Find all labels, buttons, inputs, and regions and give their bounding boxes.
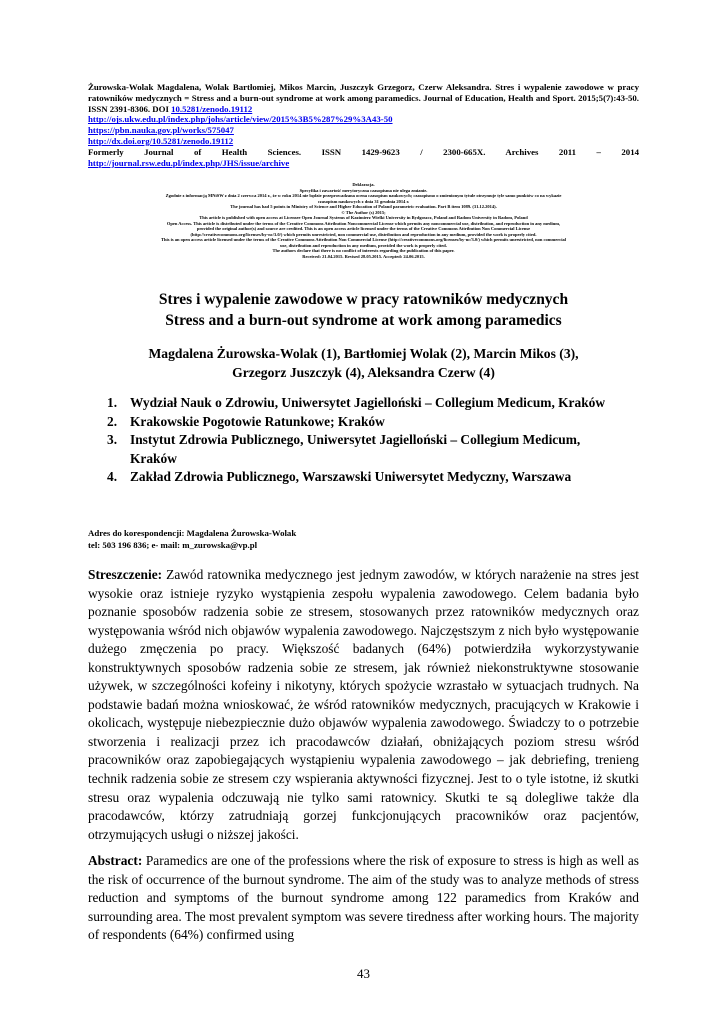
affiliation-item <box>88 468 639 487</box>
affiliation-number: 1. <box>107 395 118 410</box>
declaration-line: The journal has had 5 points in Ministry of Science and Higher Education of Poland parametric evaluation. Part B item 1089. (31.12.2014). <box>230 204 497 209</box>
declaration-line: This article is published with open access at Licensee Open Journal Systems of Kazimierz Wielki University in Bydgoszcz, Poland and Radom University in Radom, Poland <box>199 215 528 220</box>
abstract-english-text: Paramedics are one of the professions where the risk of exposure to stress is high as well as the risk of occurrence of the burnout syndrome. The aim of the study was to analyze methods of stress reduction and symptoms of the burnout syndrome among 122 paramedics from Kraków and surrounding area. The most prevalent symptom was severe tiredness after working hours. The majority of respondents (64%) confirmed using <box>88 853 639 943</box>
affiliation-number: 3. <box>107 432 118 448</box>
page-number: 43 <box>357 966 370 981</box>
archive-link[interactable]: http://journal.rsw.edu.pl/index.php/JHS/issue/archive <box>88 157 290 168</box>
citation-text: Żurowska-Wolak Magdalena, Wolak Bartłomiej, Mikos Marcin, Juszczyk Grzegorz, Czerw Aleksandra. Stres i wypalenie zawodowe w pracy ratowników medycznych = Stress and a burn-out syndrome at work among paramedics. Journal of Education, Health and Sport. 2015;5(7):43-50. ISSN 2391-8306. DOI 10.5281/zenodo.19112 <box>88 82 639 114</box>
declaration-line: This is an open access article licensed under the terms of the Creative Commons Attribution Non Commercial License (http://creativecommons.org/licenses/by-nc/3.0/) which permits unrestricted, non commercial <box>161 237 566 242</box>
doi-url-link[interactable]: http://dx.doi.org/10.5281/zenodo.19112 <box>88 135 234 146</box>
affiliation-number: 4. <box>107 469 118 485</box>
correspondence-contact: tel: 503 196 836; e- mail: m_zurowska@vp.pl <box>88 539 258 550</box>
declaration-line: use, distribution and reproduction in any medium, provided the work is properly cited. <box>280 242 447 248</box>
authors-line-1: Magdalena Żurowska-Wolak (1), Bartłomiej Wolak (2), Marcin Mikos (3), <box>148 346 579 361</box>
doi-link[interactable]: 10.5281/zenodo.19112 <box>171 103 253 114</box>
declaration-block <box>88 182 639 259</box>
affiliation-item <box>88 394 639 413</box>
declaration-line: The authors declare that there is no conflict of interests regarding the publication of this paper. <box>272 248 455 253</box>
declaration-line: Deklaracja. <box>352 182 375 187</box>
declaration-line: (http://creativecommons.org/licenses/by-nc/3.0/) which permits unrestricted, non commercial use, distribution and reproduction in any medium, provided the work is properly cited. <box>190 231 537 237</box>
declaration-line: czasopism naukowych z dnia 31 grudnia 2014 r. <box>317 198 410 204</box>
affiliation-item <box>88 413 639 432</box>
affiliation-list <box>88 394 639 487</box>
author-list <box>88 344 639 382</box>
affiliation-text: Instytut Zdrowia Publicznego, Uniwersytet Jagielloński – Collegium Medicum, Kraków <box>130 432 581 466</box>
article-title <box>88 289 639 331</box>
affiliation-text: Krakowskie Pogotowie Ratunkowe; Kraków <box>130 413 385 429</box>
declaration-line: provided the original author(s) and source are credited. This is an open access article licensed under the terms of the Creative Commons Attribution Non Commercial License <box>196 226 531 231</box>
citation-block <box>88 82 639 168</box>
declaration-line: Zgodnie z informacją MNiSW z dnia 2 czerwca 2014 r., że w roku 2014 nie będzie przeprowadzana ocena czasopism naukowych; czasopismo o zmienionym tytule otrzymuje tyle samo punktów co na wykazie <box>165 193 562 198</box>
pbn-link[interactable]: https://pbn.nauka.gov.pl/works/575047 <box>88 125 234 136</box>
affiliation-text: Zakład Zdrowia Publicznego, Warszawski Uniwersytet Medyczny, Warszawa <box>130 469 572 485</box>
affiliation-item <box>88 431 639 468</box>
title-polish: Stres i wypalenie zawodowe w pracy ratowników medycznych <box>158 291 569 308</box>
abstract-polish-text: Zawód ratownika medycznego jest jednym zawodów, w których narażenie na stres jest wysokie oraz istnieje ryzyko wystąpienia zespołu wypalenia zawodowego. Celem badania było poznanie sposobów radzenia sobie ze stresem, stosowanych przez ratowników medycznych oraz występowania wśród nich objawów wypalenia zawodowego. Najczęstszym z nich było występowanie dużego zmęczenia po pracy. Większość badanych (64%) potwierdziła wykorzystywanie konstruktywnych sposobów radzenia sobie ze stresem, jak również niekonstruktywne stosowanie używek, w szczególności kofeiny i nikotyny, których spożycie wzrastało w sytuacjach trudnych. Na podstawie badań można wnioskować, że wśród ratowników medycznych, pracujących w Krakowie i okolicach, występuje niebezpiecznie dużo objawów wypalenia zawodowego. Świadczy to o potrzebie stworzenia i realizacji przez ich pracodawców działań, obniżających poziom stresu wśród pracowników oraz zapobiegających wystąpieniu wypalenia zawodowego – jak debriefing, trenieng technik radzenia sobie ze stresem czy wspierania aktywności fizycznej. Jest to o tyle istotne, iż skutki stresu oraz wypalenia odczuwają nie tylko sami ratownicy. Skutki te są dolegliwe także dla pracodawców, którzy zatrudniają gorzej funkcjonujących pracowników oraz pacjentów, otrzymujących usługi o niższej jakości. <box>88 567 639 842</box>
title-english: Stress and a burn-out syndrome at work among paramedics <box>165 312 562 329</box>
affiliation-text: Wydział Nauk o Zdrowiu, Uniwersytet Jagielloński – Collegium Medicum, Kraków <box>130 395 606 410</box>
correspondence-address: Adres do korespondencji: Magdalena Żurowska-Wolak <box>88 528 297 538</box>
declaration-line: Open Access. This article is distributed under the terms of the Creative Commons Attribution Noncommercial License which permits any noncommercial use, distribution, and reproduction in any medium, <box>166 220 561 226</box>
ojs-link[interactable]: http://ojs.ukw.edu.pl/index.php/johs/article/view/2015%3B5%287%29%3A43-50 <box>88 114 393 125</box>
declaration-line: Received: 21.04.2015. Revised 28.05.2015. Accepted: 24.06.2015. <box>302 253 425 259</box>
affiliation-number: 2. <box>107 413 118 429</box>
authors-line-2: Grzegorz Juszczyk (4), Aleksandra Czerw (4) <box>232 365 495 380</box>
formerly-text: Formerly Journal of Health Sciences. ISSN 1429-9623 / 2300-665X. Archives 2011 – 2014 <box>88 146 639 157</box>
abstract-polish-label: Streszczenie: <box>88 567 163 582</box>
abstract-english-label: Abstract: <box>88 853 143 868</box>
declaration-line: Specyfika i zawartość merytoryczna czasopisma nie ulega zmianie. <box>299 187 428 193</box>
abstract-polish <box>88 566 639 844</box>
abstract-english <box>88 852 639 945</box>
correspondence-block <box>88 528 639 551</box>
declaration-line: © The Author (s) 2015; <box>341 209 386 215</box>
